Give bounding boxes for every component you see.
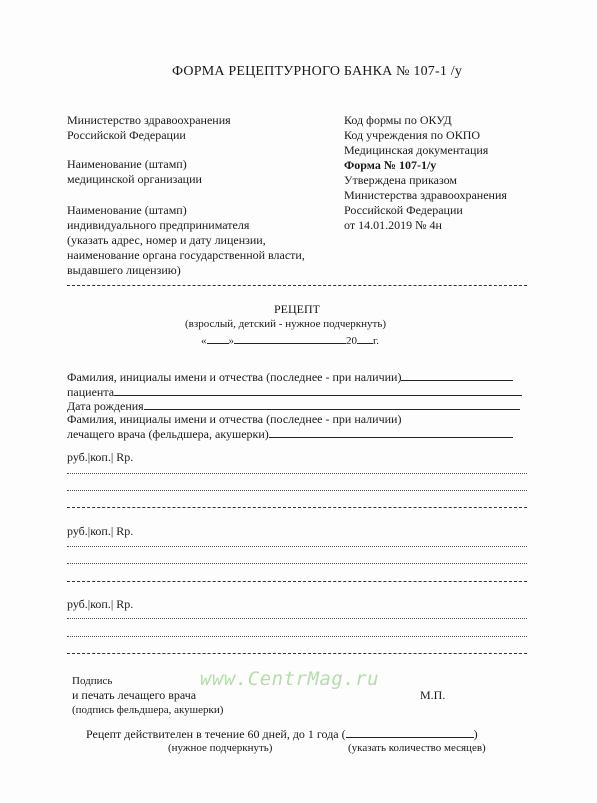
rx-line-2b[interactable] [67, 563, 527, 564]
signature-print-label: и печать лечащего врача [72, 688, 197, 702]
okpo-code-label: Код учреждения по ОКПО [344, 128, 481, 142]
birth-date-field[interactable] [144, 398, 520, 410]
org-name-line-2: медицинской организации [67, 172, 202, 186]
org-name-line-1: Наименование (штамп) [67, 157, 187, 171]
signature-paramedic-label: (подпись фельдшера, акушерки) [72, 704, 224, 716]
entrepreneur-line-3: (указать адрес, номер и дату лицензии, [67, 233, 266, 247]
rx-line-3a[interactable] [67, 618, 527, 619]
rx-line-2a[interactable] [67, 546, 527, 547]
okud-code-label: Код формы по ОКУД [344, 113, 452, 127]
med-doc-label: Медицинская документация [344, 143, 489, 157]
patient-row: пациента [67, 384, 522, 400]
doctor-row: лечащего врача (фельдшера, акушерки) [67, 426, 513, 442]
validity-note-right: (указать количество месяцев) [348, 742, 486, 754]
rx-line-1a[interactable] [67, 473, 527, 474]
header-separator [67, 285, 527, 286]
ministry-line-1: Министерство здравоохранения [67, 113, 231, 127]
form-number: Форма № 107-1/у [344, 158, 437, 172]
entrepreneur-line-5: выдавшего лицензию) [67, 263, 181, 277]
form-title: ФОРМА РЕЦЕПТУРНОГО БАНКА № 107-1 /у [172, 64, 463, 79]
patient-name-field[interactable] [401, 369, 513, 381]
rx-line-3b[interactable] [67, 636, 527, 637]
signature-label: Подпись [72, 675, 113, 687]
ministry-line-2: Российской Федерации [67, 128, 186, 142]
date-year-field[interactable] [357, 332, 373, 344]
rx-separator-2 [67, 581, 527, 582]
approved-line-1: Утверждена приказом [344, 173, 457, 187]
entrepreneur-line-1: Наименование (штамп) [67, 203, 187, 217]
recipe-heading: РЕЦЕПТ [274, 302, 320, 316]
stamp-place-label: М.П. [420, 688, 446, 702]
rx-label-3: руб.|коп.| Rp. [67, 597, 134, 611]
validity-months-field[interactable] [346, 726, 474, 738]
approved-line-2: Министерства здравоохранения [344, 188, 507, 202]
rx-separator-1 [67, 507, 527, 508]
recipe-date: « » 20 г. [201, 332, 379, 348]
validity-note-left: (нужное подчеркнуть) [168, 742, 273, 754]
patient-name-row: Фамилия, инициалы имени и отчества (последнее - при наличии) [67, 369, 513, 385]
recipe-subheading: (взрослый, детский - нужное подчеркнуть) [185, 318, 387, 330]
doctor-field[interactable] [269, 426, 513, 438]
site-watermark: www.CentrMag.ru [200, 668, 380, 690]
approved-line-4: от 14.01.2019 № 4н [344, 218, 442, 232]
rx-separator-3 [67, 653, 527, 654]
rx-label-1: руб.|коп.| Rp. [67, 450, 134, 464]
approved-line-3: Российской Федерации [344, 203, 463, 217]
entrepreneur-line-4: наименование органа государственной власти, [67, 248, 305, 262]
birth-date-row: Дата рождения [67, 398, 520, 414]
validity-row: Рецепт действителен в течение 60 дней, до 1 года ( ) [86, 727, 478, 741]
rx-line-1b[interactable] [67, 490, 527, 491]
doctor-name-label: Фамилия, инициалы имени и отчества (последнее - при наличии) [67, 412, 402, 426]
patient-field[interactable] [114, 384, 522, 396]
entrepreneur-line-2: индивидуального предпринимателя [67, 218, 250, 232]
rx-label-2: руб.|коп.| Rp. [67, 524, 134, 538]
date-day-field[interactable] [207, 332, 229, 344]
date-month-field[interactable] [234, 332, 346, 344]
